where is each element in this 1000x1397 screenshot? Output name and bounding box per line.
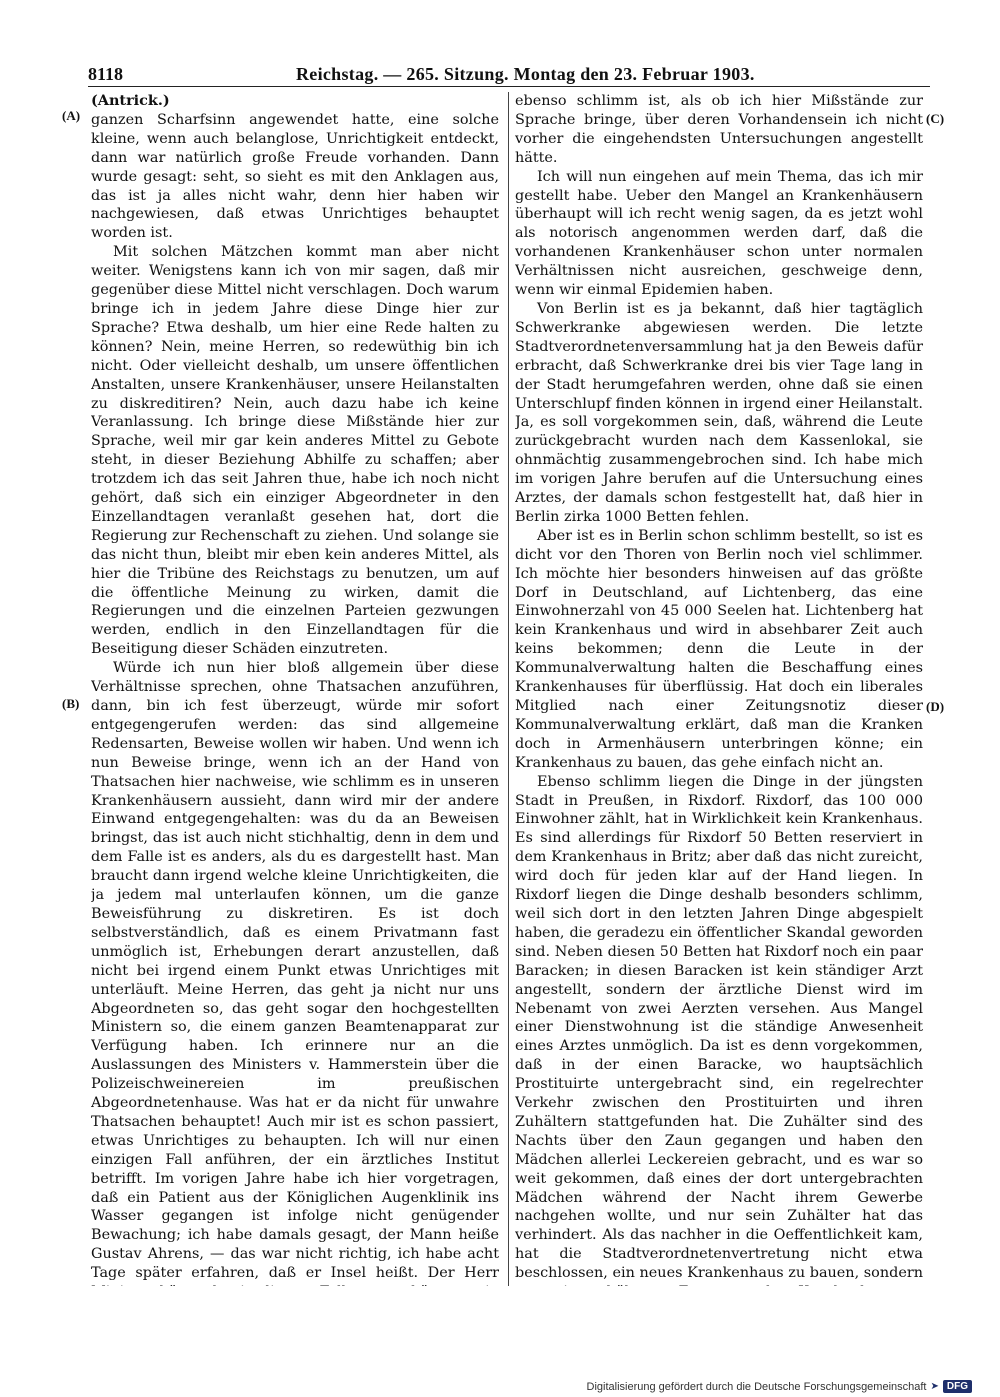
arrow-icon: ➤	[930, 1381, 939, 1392]
credit-text: Digitalisierung gefördert durch die Deutsche Forschungsgemeinschaft	[586, 1380, 927, 1393]
paragraph: Von Berlin ist es ja bekannt, daß hier tagtäglich Schwerkranke abgewiesen werden. Die letzte Stadtverordnetenversammlung hat ja den Beweis dafür erbracht, daß Schwerkranke drei bis vier Tage lang in der Stadt herumgefahren werden, ohne daß sie einen Unterschlupf finden können in irgend einer Heilanstalt. Ja, es soll vorgekommen sein, daß, während die Leute zurückgebracht wurden nach dem Kassenlokal, sie ohnmächtig zusammengebrochen sind. Ich habe mich im vorigen Jahre berufen auf die Untersuchung eines Arztes, der damals schon festgestellt hat, daß hier in Berlin zirka 1000 Betten fehlen.	[515, 300, 923, 525]
paragraph: Ebenso schlimm liegen die Dinge in der jüngsten Stadt in Preußen, in Rixdorf. Rixdorf, das 100 000 Einwohner zählt, hat in Wirklichkeit kein Krankenhaus. Es sind allerdings für Rixdorf 50 Betten reserviert in dem Krankenhaus in Britz; aber daß das nicht zureicht, wird doch für jeden klar auf der Hand liegen. In Rixdorf liegen die Dinge deshalb besonders schlimm, weil sich dort in den letzten Jahren Dinge abgespielt haben, die geradezu ein öffentlicher Skandal geworden sind. Neben diesen 50 Betten hat Rixdorf noch ein paar Baracken; in diesen Baracken ist kein ständiger Arzt angestellt, sondern der ärztliche Dienst wird im Nebenamt von zwei Aerzten versehen. Aus Mangel einer Dienstwohnung ist die ständige Anwesenheit eines Arztes unmöglich. Da ist es denn vorgekommen, daß in der einen Baracke, wo hauptsächlich Prostituirte untergebracht sind, ein regelrechter Verkehr zwischen den Prostituirten und ihren Zuhältern stattgefunden hat. Die Zuhälter sind des Nachts über den Zaun gegangen und haben den Mädchen allerlei Leckereien gebracht, und es war so weit gekommen, daß eines der dort untergebrachten Mädchen während der Nacht ihrem Gewerbe nachgehen wollte, und nur sein Zuhälter hat das verhindert. Als das nachher in die Oeffentlichkeit kam, hat die Stadtverordnetenvertretung nicht etwa beschlossen, ein neues Krankenhaus zu bauen, sondern	[515, 773, 923, 1282]
paragraph: ebenso schlimm ist, als ob ich hier Mißstände zur Sprache bringe, über deren Vorhandensein ich nicht vorher die eingehendsten Untersuchungen angestellt hätte.	[515, 93, 923, 166]
margin-marker-a: (A)	[62, 108, 81, 123]
margin-marker-b: (B)	[62, 696, 80, 711]
running-title: Reichstag. — 265. Sitzung. Montag den 23. Februar 1903.	[296, 64, 755, 84]
left-column	[91, 92, 499, 1286]
paragraph: Ich will nun eingehen auf mein Thema, das ich mir gestellt habe. Ueber den Mangel an Krankenhäusern überhaupt will ich recht wenig sagen, da es jetzt wohl als notorisch angenommen werden darf, daß die vorhandenen Krankenhäuser schon unter normalen Verhältnissen nicht ausreichen, geschweige denn, wenn wir einmal Epidemien haben.	[515, 168, 923, 299]
dfg-logo: DFG	[943, 1380, 972, 1393]
paragraph: Mit solchen Mätzchen kommt man aber nicht weiter. Wenigstens kann ich von mir sagen, daß mir gegenüber diese Mittel nicht verschlagen. Doch warum bringe ich in jedem Jahre diese Dinge hier zur Sprache? Etwa deshalb, um hier eine Rede halten zu können? Nein, meine Herren, so redewüthig bin ich nicht. Oder vielleicht deshalb, um unsere öffentlichen Anstalten, unsere Krankenhäuser, unsere Heilanstalten zu diskreditiren? Nein, auch dazu habe ich keine Veranlassung. Ich bringe diese Mißstände hier zur Sprache, weil mir gar kein anderes Mittel zu Gebote steht, in dieser Beziehung Abhilfe zu schaffen; aber trotzdem ich das seit Jahren thue, habe ich noch nicht gehört, daß sich ein einziger Abgeordneter in den Einzellandtagen veranlaßt gesehen hat, dort die Regierung zur Rechenschaft zu ziehen. Und solange sie das nicht thun, bleibt mir eben kein anderes Mittel, als hier die Tribüne des Reichstags zu benutzen, um auf die öffentliche Meinung zu wirken, damit die Regierungen und die einzelnen Parteien gezwungen werden, endlich in den Einzellandtagen für die Beseitigung dieser Schäden einzutreten.	[91, 244, 499, 658]
footer-credit	[587, 1380, 972, 1393]
paragraph: ganzen Scharfsinn angewendet hatte, eine solche kleine, wenn auch belanglose, Unrichtigkeit entdeckt, dann war natürlich große Freude vorhanden. Dann wurde gesagt: seht, so sieht es mit den Anklagen aus, das ist ja alles nicht wahr, denn hier haben wir nachgewiesen, daß etwas Unrichtiges behauptet worden ist.	[91, 111, 499, 242]
right-column	[515, 92, 923, 1286]
page-number: 8118	[88, 64, 124, 84]
header-rule	[88, 86, 930, 87]
page-header	[88, 58, 930, 86]
paragraph: Aber ist es in Berlin schon schlimm bestellt, so ist es dicht vor den Thoren von Berlin noch viel schlimmer. Ich möchte hier besonders hinweisen auf das größte Dorf in Deutschland, auf Lichtenberg, das eine Einwohnerzahl von 45 000 Seelen hat. Lichtenberg hat kein Krankenhaus und wird in absehbarer Zeit auch keins bekommen; denn die Leute in der Kommunalverwaltung halten die Beschaffung eines Krankenhauses für überflüssig. Hat doch ein liberales Mitglied nach einer Zeitungsnotiz dieser Kommunalverwaltung erklärt, daß man die Kranken doch in Armenhäusern unterbringen könne; ein Krankenhaus zu bauen, das gehe einfach nicht an.	[515, 527, 923, 771]
speaker-label: (Antrick.)	[91, 92, 170, 109]
column-divider	[508, 92, 509, 1286]
margin-marker-c: (C)	[926, 111, 945, 126]
paragraph: Würde ich nun hier bloß allgemein über diese Verhältnisse sprechen, ohne Thatsachen anzuführen, dann, bin ich fest überzeugt, würde mir sofort entgegengerufen werden: das sind allgemeine Redensarten, Beweise wollen wir haben. Und wenn ich nun Beweise bringe, wenn ich an der Hand von Thatsachen hier nachweise, wie schlimm es in unseren Krankenhäusern aussieht, dann wird mir der andere Einwand entgegengehalten: was du da an Beweisen bringst, das ist auch nicht stichhaltig, denn in dem und dem Falle ist es anders, als du es dargestellt hast. Man braucht dann irgend welche kleine Unrichtigkeiten, die ja jedem mal unterlaufen können, um die ganze Beweisführung zu diskretiren. Es ist doch selbstverständlich, daß es einem Privatmann fast unmöglich ist, Erhebungen derart anzustellen, daß nicht bei irgend einem Punkt etwas Unrichtiges mit unterläuft. Meine Herren, das geht ja nicht nur uns Abgeordneten so, das geht sogar den hochgestellten Ministern so, die einem ganzen Beamtenapparat zur Verfügung haben. Ich erinnere nur an die Auslassungen des Ministers v. Hammerstein über die Polizeischweinereien im preußischen Abgeordnetenhause. Was hat er da nicht für unwahre Thatsachen behauptet! Auch mir ist es schon passiert, etwas Unrichtiges zu behaupten. Ich will nur einen einzigen Fall anführen, der ein ärztliches Institut betrifft. Im vorigen Jahre habe ich hier vorgetragen, daß ein Patient aus der Königlichen Augenklinik ins Wasser gegangen ist infolge nicht genügender Bewachung; ich habe damals gesagt, der Mann heiße Gustav Ahrens, — das war nicht richtig, ich habe acht Tage später erfahren, daß er Insel heißt. Der Herr	[91, 660, 499, 1282]
margin-marker-d: (D)	[926, 699, 945, 714]
